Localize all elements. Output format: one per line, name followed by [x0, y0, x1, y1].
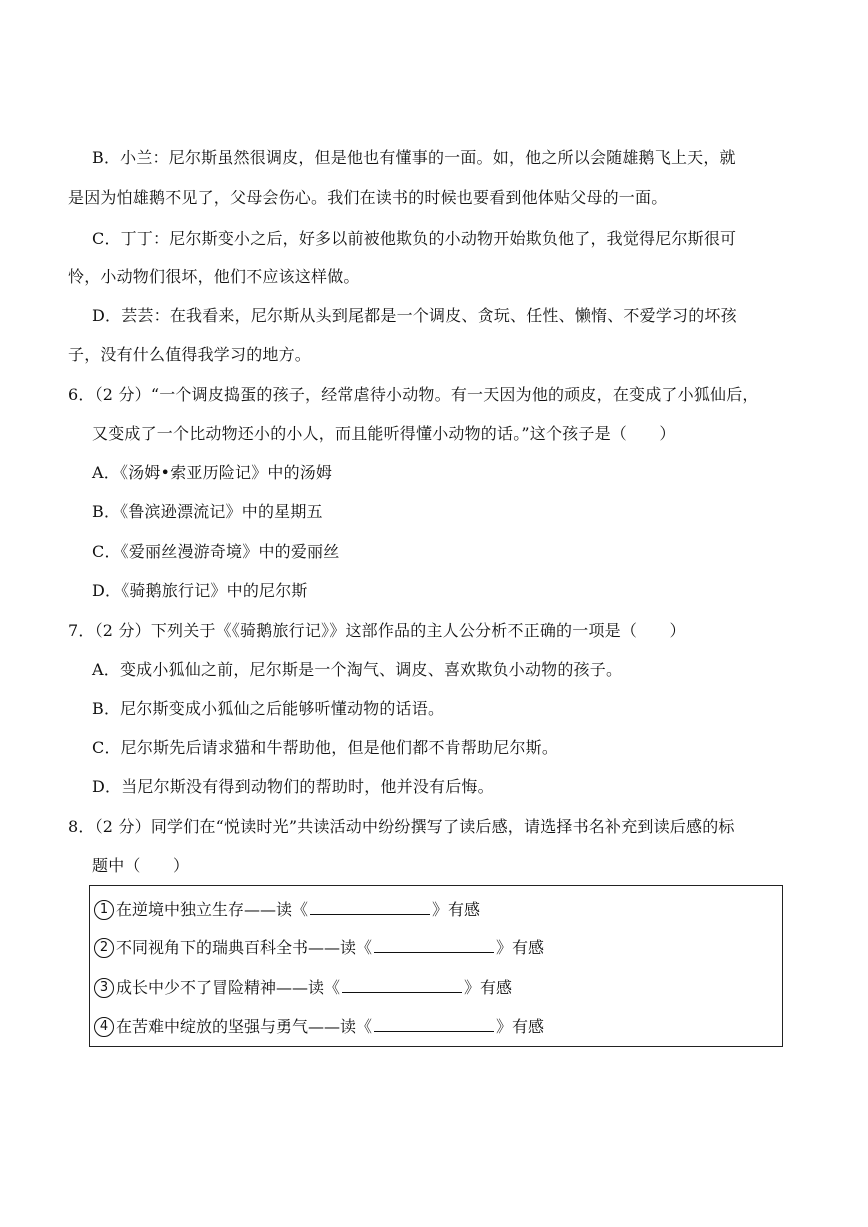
- q6-option-a: A．《汤姆•索亚历险记》中的汤姆: [92, 463, 333, 482]
- q6-option-b: B．《鲁滨逊漂流记》中的星期五: [92, 502, 323, 521]
- answer-blank[interactable]: [310, 896, 430, 915]
- circled-number: 3: [94, 978, 114, 998]
- q8-title-box: [89, 885, 783, 1047]
- circled-number: 4: [94, 1017, 114, 1037]
- q8-item-prefix: 成长中少不了冒险精神——读《: [116, 978, 341, 997]
- q6-option-d: D．《骑鹅旅行记》中的尼尔斯: [92, 581, 308, 600]
- q5-option-c-line1: C．丁丁：尼尔斯变小之后，好多以前被他欺负的小动物开始欺负他了，我觉得尼尔斯很可: [92, 229, 737, 248]
- answer-blank[interactable]: [342, 974, 462, 993]
- q8-stem-line1: 8．（2 分）同学们在“悦读时光”共读活动中纷纷撰写了读后感，请选择书名补充到读后感的标: [68, 817, 735, 836]
- q5-option-d-line2: 子，没有什么值得我学习的地方。: [68, 345, 312, 364]
- q5-option-b-line1: B．小兰：尼尔斯虽然很调皮，但是他也有懂事的一面。如，他之所以会随雄鹅飞上天，就: [92, 148, 736, 167]
- q8-item-prefix: 在苦难中绽放的坚强与勇气——读《: [116, 1017, 373, 1036]
- q8-item-4: [94, 1013, 544, 1039]
- q5-option-b-line2: 是因为怕雄鹅不见了，父母会伤心。我们在读书的时候也要看到他体贴父母的一面。: [68, 188, 668, 207]
- q8-item-suffix: 》有感: [464, 978, 513, 997]
- q8-item-suffix: 》有感: [496, 938, 545, 957]
- q7-stem: 7．（2 分）下列关于《《骑鹅旅行记》》这部作品的主人公分析不正确的一项是（ ）: [68, 621, 686, 640]
- circled-number: 1: [94, 900, 114, 920]
- q5-option-d-line1: D．芸芸：在我看来，尼尔斯从头到尾都是一个调皮、贪玩、任性、懒惰、不爱学习的坏孩: [92, 306, 737, 325]
- q5-option-c-line2: 怜，小动物们很坏，他们不应该这样做。: [68, 267, 360, 286]
- q6-option-c: C．《爱丽丝漫游奇境》中的爱丽丝: [92, 542, 340, 561]
- answer-blank[interactable]: [374, 934, 494, 953]
- q7-option-b: B．尼尔斯变成小狐仙之后能够听懂动物的话语。: [92, 699, 445, 718]
- q8-item-2: [94, 934, 544, 960]
- q6-stem-line1: 6．（2 分）“一个调皮捣蛋的孩子，经常虐待小动物。有一天因为他的顽皮，在变成了小狐仙后，: [68, 385, 759, 404]
- q8-stem-line2: 题中（ ）: [92, 856, 190, 875]
- q6-stem-line2: 又变成了一个比动物还小的小人，而且能听得懂小动物的话。”这个孩子是（ ）: [92, 424, 676, 443]
- q8-item-1: [94, 896, 480, 922]
- q8-item-3: [94, 974, 512, 1000]
- q7-option-a: A．变成小狐仙之前，尼尔斯是一个淘气、调皮、喜欢欺负小动物的孩子。: [92, 660, 623, 679]
- q8-item-prefix: 不同视角下的瑞典百科全书——读《: [116, 938, 373, 957]
- q7-option-c: C．尼尔斯先后请求猫和牛帮助他，但是他们都不肯帮助尼尔斯。: [92, 738, 559, 757]
- answer-blank[interactable]: [374, 1013, 494, 1032]
- q8-item-prefix: 在逆境中独立生存——读《: [116, 900, 309, 919]
- circled-number: 2: [94, 938, 114, 958]
- q8-item-suffix: 》有感: [496, 1017, 545, 1036]
- q7-option-d: D．当尼尔斯没有得到动物们的帮助时，他并没有后悔。: [92, 777, 494, 796]
- q8-item-suffix: 》有感: [432, 900, 481, 919]
